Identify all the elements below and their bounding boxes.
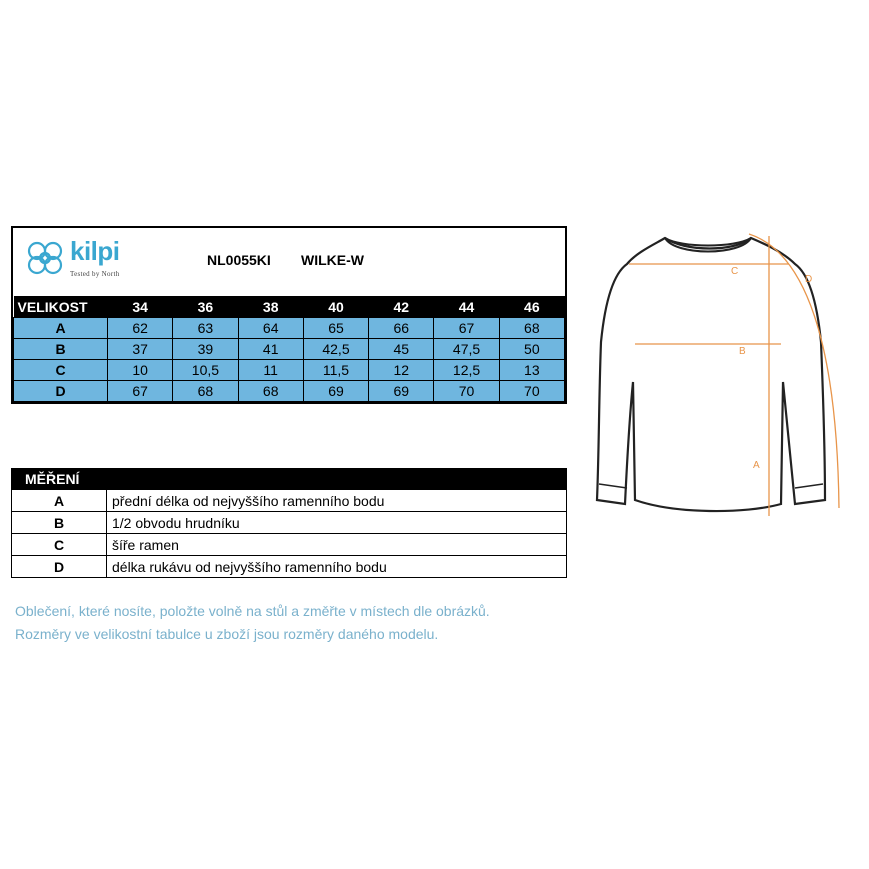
table-cell: 42,5: [303, 339, 368, 360]
product-name: WILKE-W: [301, 252, 364, 268]
legend-row: [12, 512, 567, 534]
legend-title: MĚŘENÍ: [11, 468, 567, 489]
left-cuff: [599, 484, 627, 488]
table-cell: 62: [108, 318, 173, 339]
size-header-cell: 44: [434, 296, 499, 318]
table-cell: 70: [499, 381, 564, 402]
size-header-row: [14, 296, 565, 318]
product-code: NL0055KI: [207, 252, 271, 268]
row-label: D: [14, 381, 108, 402]
label-b: B: [739, 346, 746, 357]
size-header-cell: 36: [173, 296, 238, 318]
shirt-illustration: [585, 222, 855, 522]
table-cell: 68: [173, 381, 238, 402]
legend-description: délka rukávu od nejvyššího ramenního bodu: [107, 556, 567, 578]
table-cell: 69: [303, 381, 368, 402]
table-row: [14, 381, 565, 402]
table-cell: 10: [108, 360, 173, 381]
table-cell: 37: [108, 339, 173, 360]
instruction-note-line1: Oblečení, které nosíte, položte volně na stůl a změřte v místech dle obrázků.: [15, 603, 490, 619]
size-header-cell: 46: [499, 296, 564, 318]
row-label: A: [14, 318, 108, 339]
legend-row: [12, 534, 567, 556]
measurement-legend: [11, 468, 567, 578]
table-cell: 39: [173, 339, 238, 360]
table-cell: 11: [238, 360, 303, 381]
table-cell: 50: [499, 339, 564, 360]
table-row: [14, 318, 565, 339]
size-header-label: VELIKOST: [14, 296, 108, 318]
label-a: A: [753, 460, 760, 471]
legend-table: [11, 489, 567, 578]
table-cell: 68: [238, 381, 303, 402]
table-cell: 64: [238, 318, 303, 339]
table-cell: 12: [369, 360, 434, 381]
brand-tagline: Tested by North: [70, 270, 120, 278]
table-cell: 63: [173, 318, 238, 339]
size-header-cell: 38: [238, 296, 303, 318]
size-grid: [13, 296, 565, 402]
table-cell: 45: [369, 339, 434, 360]
legend-code: C: [12, 534, 107, 556]
brand-logo: [24, 238, 159, 286]
table-cell: 13: [499, 360, 564, 381]
legend-description: 1/2 obvodu hrudníku: [107, 512, 567, 534]
table-cell: 41: [238, 339, 303, 360]
table-row: [14, 339, 565, 360]
size-table: [11, 226, 567, 404]
size-header-cell: 42: [369, 296, 434, 318]
knot-icon: [24, 238, 66, 278]
table-cell: 69: [369, 381, 434, 402]
table-cell: 11,5: [303, 360, 368, 381]
table-cell: 70: [434, 381, 499, 402]
label-c: C: [731, 266, 739, 277]
table-cell: 67: [434, 318, 499, 339]
table-cell: 10,5: [173, 360, 238, 381]
table-cell: 65: [303, 318, 368, 339]
legend-row: [12, 490, 567, 512]
size-header-cell: 34: [108, 296, 173, 318]
row-label: C: [14, 360, 108, 381]
table-row: [14, 360, 565, 381]
table-cell: 66: [369, 318, 434, 339]
table-cell: 67: [108, 381, 173, 402]
legend-description: přední délka od nejvyššího ramenního bodu: [107, 490, 567, 512]
legend-code: D: [12, 556, 107, 578]
legend-code: A: [12, 490, 107, 512]
right-cuff: [795, 484, 823, 488]
legend-code: B: [12, 512, 107, 534]
legend-row: [12, 556, 567, 578]
shirt-outline: [597, 238, 825, 511]
instruction-note-line2: Rozměry ve velikostní tabulce u zboží jsou rozměry daného modelu.: [15, 626, 439, 642]
table-header-band: [13, 228, 565, 296]
table-cell: 47,5: [434, 339, 499, 360]
shirt-diagram: [585, 222, 855, 522]
table-cell: 68: [499, 318, 564, 339]
brand-name: kilpi: [70, 236, 120, 266]
label-d: D: [805, 274, 813, 285]
row-label: B: [14, 339, 108, 360]
table-cell: 12,5: [434, 360, 499, 381]
legend-description: šíře ramen: [107, 534, 567, 556]
size-header-cell: 40: [303, 296, 368, 318]
